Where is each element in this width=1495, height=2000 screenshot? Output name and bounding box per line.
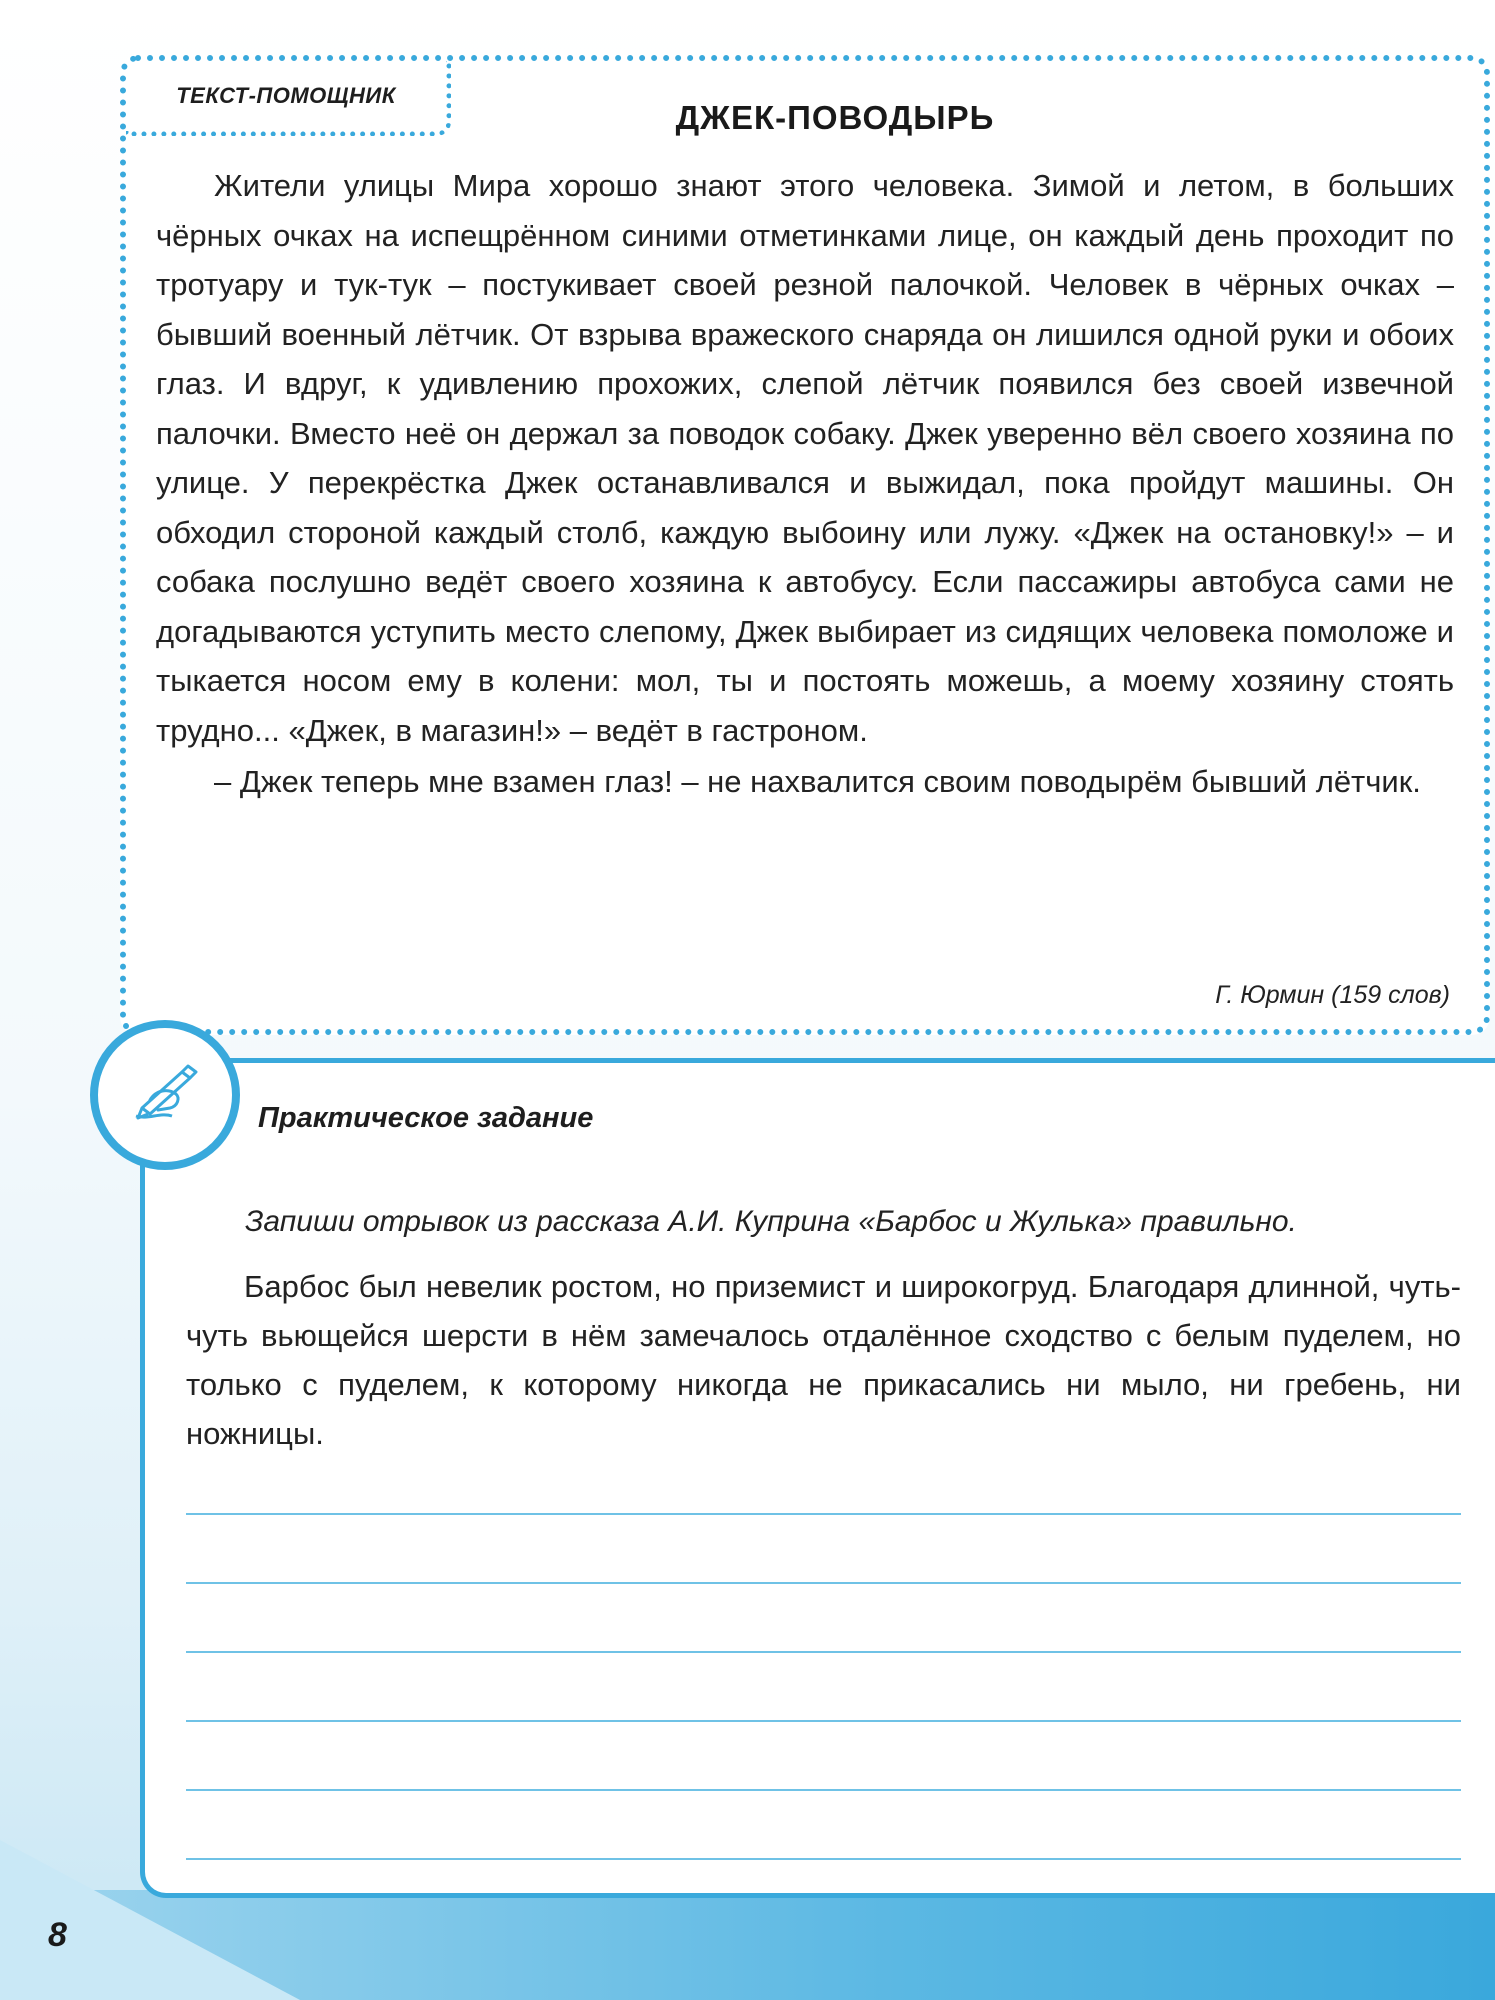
story-author: Г. Юрмин (159 слов) xyxy=(1215,981,1450,1009)
writing-hand-icon xyxy=(120,1050,210,1140)
writing-lines xyxy=(186,1512,1461,1926)
page-number: 8 xyxy=(48,1916,67,1954)
writing-line[interactable] xyxy=(186,1857,1461,1860)
story-title: ДЖЕК-ПОВОДЫРЬ xyxy=(675,99,995,136)
writing-line[interactable] xyxy=(186,1650,1461,1653)
task-badge xyxy=(90,1020,240,1170)
writing-line[interactable] xyxy=(186,1512,1461,1515)
text-helper-label: ТЕКСТ-ПОМОЩНИК xyxy=(126,61,451,136)
writing-line[interactable] xyxy=(186,1788,1461,1791)
writing-line[interactable] xyxy=(186,1719,1461,1722)
task-title: Практическое задание xyxy=(258,1102,594,1134)
writing-line[interactable] xyxy=(186,1581,1461,1584)
task-instruction: Запиши отрывок из рассказа А.И. Куприна «Барбос и Жулька» правильно. xyxy=(245,1205,1297,1238)
story-paragraph: Жители улицы Мира хорошо знают этого человека. Зимой и летом, в больших чёрных очках на испещрённом синими отметинками лице, он каждый день проходит по тротуару и тук-тук – постукивает своей резной палочкой. Человек в чёрных очках – бывший военный лётчик. От взрыва вражеского снаряда он лишился одной руки и обоих глаз. И вдруг, к удивлению прохожих, слепой лётчик появился без своей извечной палочки. Вместо неё он держал за поводок собаку. Джек уверенно вёл своего хозяина по улице. У перекрёстка Джек останавливался и выжидал, пока пройдут машины. Он обходил стороной каждый столб, каждую выбоину или лужу. «Джек на остановку!» – и собака послушно ведёт своего хозяина к автобусу. Если пассажиры автобуса сами не догадываются уступить место слепому, Джек выбирает из сидящих человека помоложе и тыкается носом ему в колени: мол, ты и постоять можешь, а моему хозяину стоять трудно... «Джек, в магазин!» – ведёт в гастроном. xyxy=(156,168,1454,748)
story-body xyxy=(156,161,1454,807)
story-paragraph: – Джек теперь мне взамен глаз! – не нахвалится своим поводырём бывший лётчик. xyxy=(214,764,1421,799)
task-source-text: Барбос был невелик ростом, но приземист и широкогруд. Благодаря длинной, чуть-чуть вьющейся шерсти в нём замечалось отдалённое сходство с белым пуделем, но только с пуделем, к которому никогда не прикасались ни мыло, ни гребень, ни ножницы. xyxy=(186,1269,1461,1451)
text-helper-box xyxy=(120,55,1490,1035)
